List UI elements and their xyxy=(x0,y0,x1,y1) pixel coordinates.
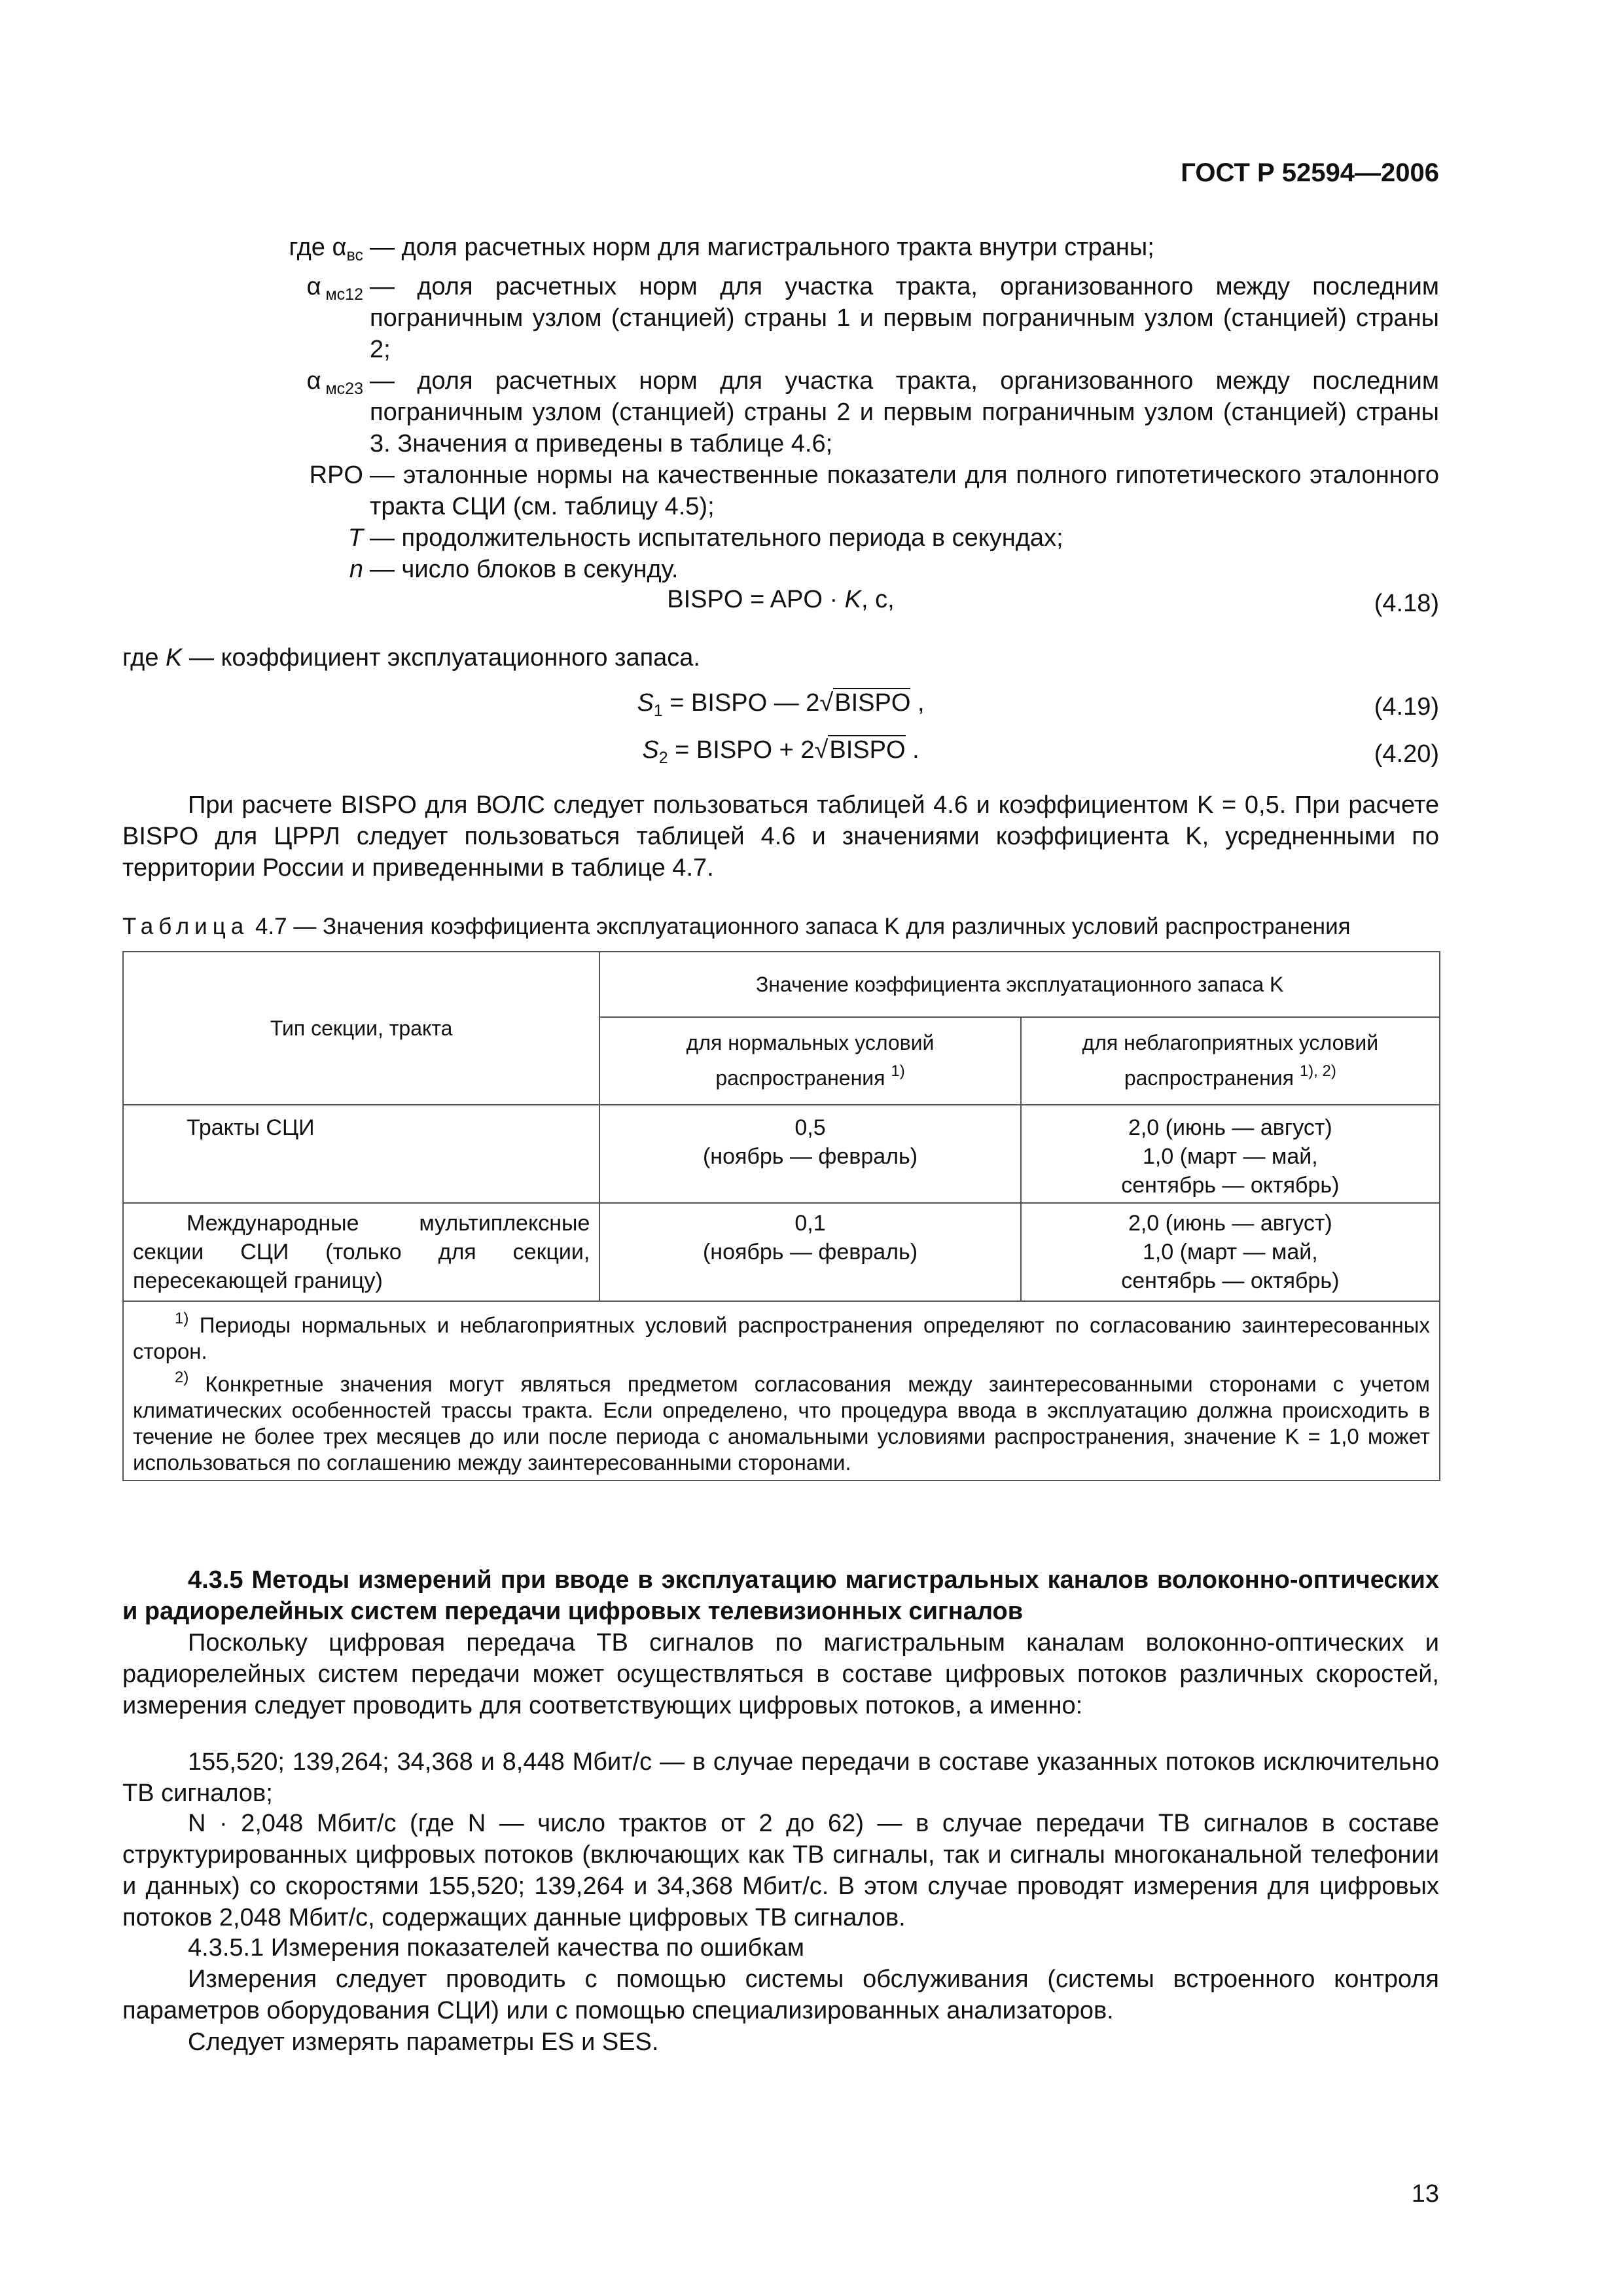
equation-number: (4.19) xyxy=(1374,693,1439,721)
row-adverse-cell: 2,0 (июнь — август) 1,0 (март — май, сентябрь — октябрь) xyxy=(1021,1203,1440,1301)
table-row xyxy=(123,1105,1440,1203)
formula-4-20: $S_2$ = BISPO + 2√BISPO . (4.20) xyxy=(122,734,1439,766)
table-notes-row xyxy=(123,1301,1440,1480)
paragraph: 155,520; 139,264; 34,368 и 8,448 Мбит/с — в случае передачи в составе указанных потоков исключительно ТВ сигналов; xyxy=(122,1748,1439,1807)
column-header-adverse: для неблагоприятных условий распространения $^{1), 2)}$ xyxy=(1021,1017,1440,1105)
column-header-type: Тип секции, тракта xyxy=(123,952,599,1105)
definition-alpha-ms12: α $_{мс12}$ — доля расчетных норм для участка тракта, организованного между последним пограничным узлом (станцией) страны 1 и первым пограничным узлом (станцией) страны 2; xyxy=(306,273,1439,363)
column-header-group: Значение коэффициента эксплуатационного запаса K xyxy=(599,952,1440,1017)
equation-number: (4.20) xyxy=(1374,740,1439,768)
definition-rpo: RPO — эталонные нормы на качественные показатели для полного гипотетического эталонного тракта СЦИ (см. таблицу 4.5); xyxy=(309,461,1439,520)
page-number: 13 xyxy=(1411,2180,1439,2208)
definition-alpha-vs: где $\alpha_{вс}$ — доля расчетных норм для магистрального тракта внутри страны; xyxy=(289,234,1154,264)
formula-4-18: BISPO = APO · K, c, (4.18) xyxy=(122,584,1439,615)
table-row xyxy=(123,1203,1440,1301)
definition-alpha-ms23: α $_{мс23}$ — доля расчетных норм для участка тракта, организованного между последним пограничным узлом (станцией) страны 2 и первым пограничным узлом (станцией) страны 3. Значения α приведены в таблице 4.6; xyxy=(306,367,1439,457)
document-header: ГОСТ Р 52594—2006 xyxy=(1181,158,1439,187)
paragraph: Поскольку цифровая передача ТВ сигналов по магистральным каналам волоконно-оптических и радиорелейных систем передачи может осуществляться в составе цифровых потоков различных скоростей, измерения следует проводить для соответствующих цифровых потоков, а именно: xyxy=(122,1629,1439,1719)
table-header-row xyxy=(123,952,1440,1017)
table-notes xyxy=(123,1301,1440,1480)
definition-t: T — продолжительность испытательного периода в секундах; xyxy=(348,524,1063,552)
paragraph: N · 2,048 Мбит/с (где N — число трактов от 2 до 62) — в случае передачи ТВ сигналов в составе структурированных цифровых потоков (включающих как ТВ сигналы, так и сигналы многоканальной телефонии и данных) со скоростями 155,520; 139,264 и 34,368 Мбит/с. В этом случае проводят измерения для цифровых потоков 2,048 Мбит/с, содержащих данные цифровых ТВ сигналов. xyxy=(122,1810,1439,1931)
paragraph: Измерения следует проводить с помощью системы обслуживания (системы встроенного контроля параметров оборудования СЦИ) или с помощью специализированных анализаторов. xyxy=(122,1965,1439,2024)
table-note: $^{1)}$ Периоды нормальных и неблагоприятных условий распространения определяют по согласованию заинтересованных сторон. xyxy=(133,1310,1430,1363)
column-header-normal: для нормальных условий распространения $^{1)}$ xyxy=(599,1017,1020,1105)
definition-n: n — число блоков в секунду. xyxy=(349,556,679,583)
equation-number: (4.18) xyxy=(1374,590,1439,617)
where-k-line: где K — коэффициент эксплуатационного запаса. xyxy=(122,644,700,672)
table-note: $^{2)}$ Конкретные значения могут являться предметом согласования между заинтересованными сторонами с учетом климатических особенностей трассы тракта. Если определено, что процедура ввода в эксплуатацию должна происходить в течение не более трех месяцев до или после периода с аномальными условиями распространения, значение K = 1,0 может использоваться по соглашению между заинтересованными сторонами. xyxy=(133,1369,1430,1475)
row-normal-cell: 0,5 (ноябрь — февраль) xyxy=(599,1105,1020,1203)
row-normal-cell: 0,1 (ноябрь — февраль) xyxy=(599,1203,1020,1301)
coefficient-table xyxy=(122,951,1440,1481)
row-type-cell: Тракты СЦИ xyxy=(123,1105,599,1203)
row-adverse-cell: 2,0 (июнь — август) 1,0 (март — май, сентябрь — октябрь) xyxy=(1021,1105,1440,1203)
section-heading: 4.3.5 Методы измерений при вводе в эксплуатацию магистральных каналов волоконно-оптических и радиорелейных систем передачи цифровых телевизионных сигналов xyxy=(122,1566,1439,1625)
paragraph-bispo: При расчете BISPO для ВОЛС следует пользоваться таблицей 4.6 и коэффициентом K = 0,5. При расчете BISPO для ЦРРЛ следует пользоваться таблицей 4.6 и значениями коэффициента K, усредненными по территории России и приведенными в таблице 4.7. xyxy=(122,791,1439,882)
table-caption: Таблица 4.7 — Значения коэффициента эксплуатационного запаса K для различных условий распространения xyxy=(122,914,1351,939)
formula-4-19: $S_1$ = BISPO — 2√BISPO , (4.19) xyxy=(122,687,1439,719)
subsection-heading: 4.3.5.1 Измерения показателей качества по ошибкам xyxy=(188,1934,805,1962)
paragraph: Следует измерять параметры ES и SES. xyxy=(188,2028,659,2056)
row-type-cell: Международные мультиплексные секции СЦИ (только для секции, пересекающей границу) xyxy=(123,1203,599,1301)
definitions-list xyxy=(122,232,1439,585)
